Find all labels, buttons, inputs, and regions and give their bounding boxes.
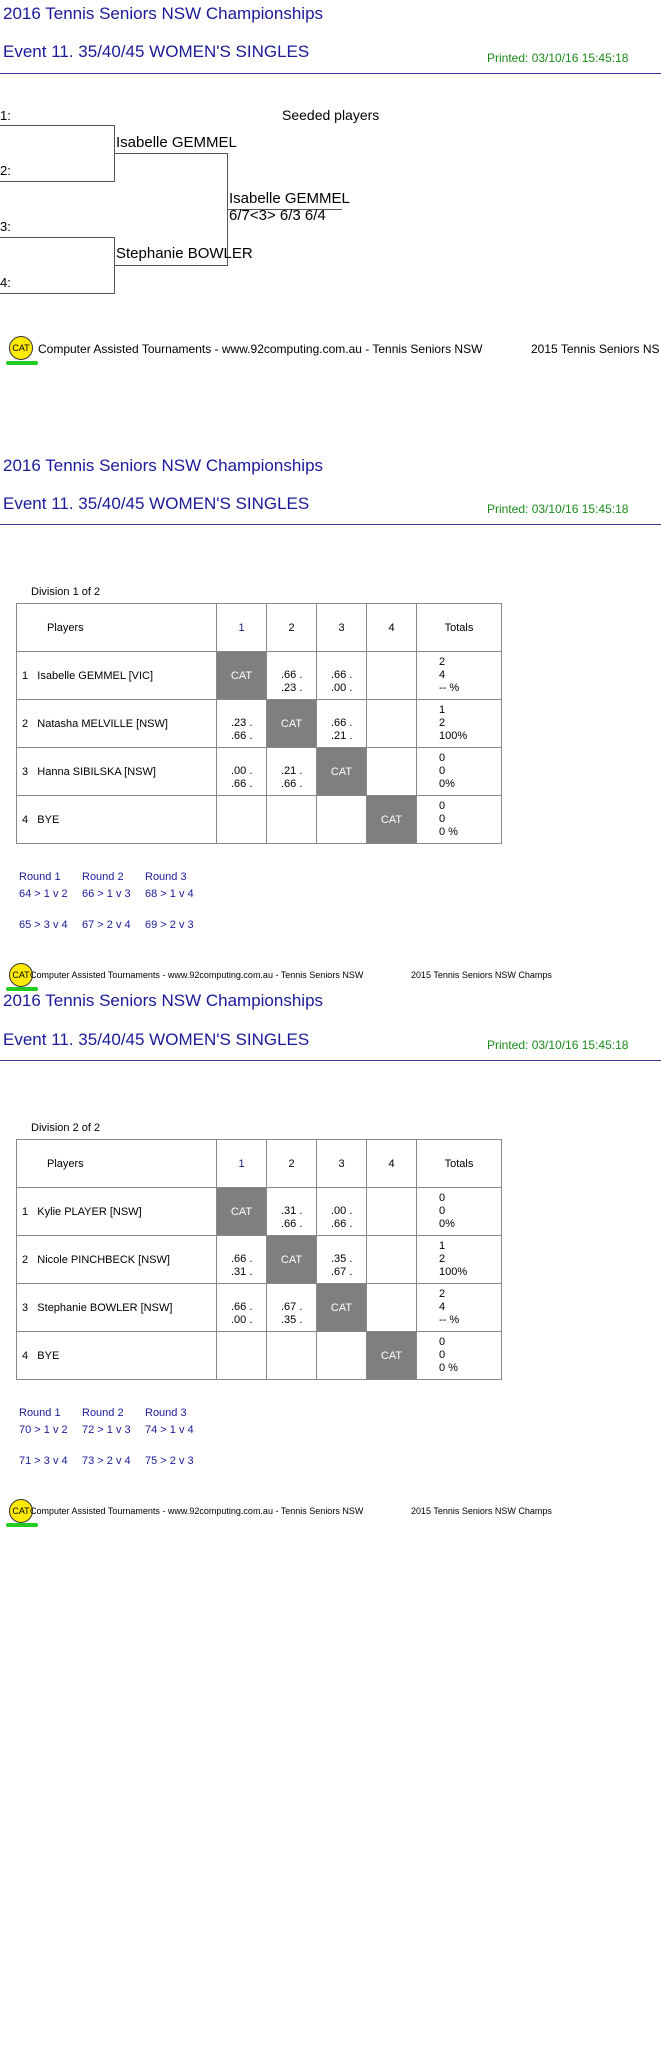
round-label: Round 3 [145, 1407, 187, 1419]
header-col-2: 2 [267, 1140, 317, 1188]
division-label: Division 2 of 2 [31, 1122, 101, 1134]
page-title: 2016 Tennis Seniors NSW Championships [3, 456, 324, 475]
score-cell [267, 1332, 317, 1380]
cat-cell: CAT [267, 1236, 317, 1284]
totals-cell: 0 0 0 % [417, 1332, 502, 1380]
cat-cell: CAT [317, 748, 367, 796]
player-name: Hanna SIBILSKA [NSW] [37, 765, 156, 778]
header-players: Players [17, 604, 217, 652]
printed-timestamp: Printed: 03/10/16 15:45:18 [487, 502, 629, 516]
table-header-row [17, 1140, 502, 1188]
player-cell: 1 Isabelle GEMMEL [VIC] [17, 652, 217, 700]
score-cell: .66 . .00 . [217, 1284, 267, 1332]
draw-slot-3: 3: [0, 219, 11, 234]
score-cell [367, 1284, 417, 1332]
final-winner: Isabelle GEMMEL [229, 190, 350, 207]
match-entry: 73 > 2 v 4 [82, 1455, 131, 1467]
page-title: 2016 Tennis Seniors NSW Championships [3, 4, 324, 23]
player-cell: 2 Nicole PINCHBECK [NSW] [17, 1236, 217, 1284]
table-row [17, 1332, 502, 1380]
totals-cell: 1 2 100% [417, 1236, 502, 1284]
round-label: Round 1 [19, 871, 61, 883]
header-divider [0, 73, 661, 74]
header-col-2: 2 [267, 604, 317, 652]
score-cell [367, 1188, 417, 1236]
cat-cell: CAT [217, 1188, 267, 1236]
player-name: Natasha MELVILLE [NSW] [37, 717, 168, 730]
totals-cell: 2 4 -- % [417, 1284, 502, 1332]
table-row [17, 796, 502, 844]
score-cell [367, 1236, 417, 1284]
match-entry: 66 > 1 v 3 [82, 888, 131, 900]
division-label: Division 1 of 2 [31, 586, 101, 598]
header-col-3: 3 [317, 604, 367, 652]
match-entry: 64 > 1 v 2 [19, 888, 68, 900]
score-cell [367, 652, 417, 700]
table-row [17, 1236, 502, 1284]
final-score: 6/7<3> 6/3 6/4 [229, 207, 326, 224]
match-entry: 70 > 1 v 2 [19, 1424, 68, 1436]
cat-logo: CAT [9, 963, 33, 987]
header-totals: Totals [417, 604, 502, 652]
round-label: Round 2 [82, 1407, 124, 1419]
header-divider [0, 1060, 661, 1061]
footer-right: 2015 Tennis Seniors NS [531, 342, 660, 356]
cat-cell: CAT [317, 1284, 367, 1332]
cat-cell: CAT [217, 652, 267, 700]
page-title: 2016 Tennis Seniors NSW Championships [3, 991, 324, 1010]
score-cell: .31 . .66 . [267, 1188, 317, 1236]
match-entry: 74 > 1 v 4 [145, 1424, 194, 1436]
score-cell: .66 . .31 . [217, 1236, 267, 1284]
score-cell: .66 . .21 . [317, 700, 367, 748]
table-row [17, 652, 502, 700]
header-col-4: 4 [367, 604, 417, 652]
cat-cell: CAT [267, 700, 317, 748]
event-title: Event 11. 35/40/45 WOMEN'S SINGLES [3, 1030, 310, 1049]
round-robin-table [16, 1139, 502, 1380]
score-cell [367, 700, 417, 748]
player-cell: 4 BYE [17, 796, 217, 844]
player-cell: 4 BYE [17, 1332, 217, 1380]
draw-slot-2: 2: [0, 163, 11, 178]
table-row [17, 748, 502, 796]
footer-text: Computer Assisted Tournaments - www.92computing.com.au - Tennis Seniors NSW [30, 970, 364, 980]
totals-cell: 0 0 0% [417, 748, 502, 796]
round-label: Round 2 [82, 871, 124, 883]
header-col-1: 1 [217, 1140, 267, 1188]
draw-slot-4: 4: [0, 275, 11, 290]
logo-underline [6, 361, 38, 365]
footer-text: Computer Assisted Tournaments - www.92computing.com.au - Tennis Seniors NSW [30, 1506, 364, 1516]
totals-cell: 2 4 -- % [417, 652, 502, 700]
totals-cell: 0 0 0% [417, 1188, 502, 1236]
footer-text: Computer Assisted Tournaments - www.92computing.com.au - Tennis Seniors NSW [38, 342, 483, 356]
footer-right: 2015 Tennis Seniors NSW Champs [411, 1506, 552, 1516]
score-cell: .66 . .00 . [317, 652, 367, 700]
score-cell: .66 . .23 . [267, 652, 317, 700]
player-cell: 3 Hanna SIBILSKA [NSW] [17, 748, 217, 796]
score-cell [367, 748, 417, 796]
totals-cell: 1 2 100% [417, 700, 502, 748]
score-cell [217, 796, 267, 844]
event-title: Event 11. 35/40/45 WOMEN'S SINGLES [3, 42, 310, 61]
player-name: Isabelle GEMMEL [VIC] [37, 669, 154, 682]
header-col-4: 4 [367, 1140, 417, 1188]
player-name: Nicole PINCHBECK [NSW] [37, 1253, 170, 1266]
player-cell: 2 Natasha MELVILLE [NSW] [17, 700, 217, 748]
player-name: Stephanie BOWLER [NSW] [37, 1301, 173, 1314]
header-players: Players [17, 1140, 217, 1188]
match-entry: 68 > 1 v 4 [145, 888, 194, 900]
player-cell: 3 Stephanie BOWLER [NSW] [17, 1284, 217, 1332]
round-label: Round 3 [145, 871, 187, 883]
score-cell: .21 . .66 . [267, 748, 317, 796]
event-title: Event 11. 35/40/45 WOMEN'S SINGLES [3, 494, 310, 513]
round-label: Round 1 [19, 1407, 61, 1419]
score-cell: .67 . .35 . [267, 1284, 317, 1332]
round-robin-table [16, 603, 502, 844]
semi1-winner: Isabelle GEMMEL [116, 134, 237, 151]
cat-logo: CAT [9, 336, 33, 360]
match-entry: 72 > 1 v 3 [82, 1424, 131, 1436]
cat-cell: CAT [367, 1332, 417, 1380]
table-row [17, 1188, 502, 1236]
match-entry: 71 > 3 v 4 [19, 1455, 68, 1467]
table-header-row [17, 604, 502, 652]
player-name: BYE [37, 813, 60, 826]
printed-timestamp: Printed: 03/10/16 15:45:18 [487, 51, 629, 65]
score-cell: .35 . .67 . [317, 1236, 367, 1284]
header-col-3: 3 [317, 1140, 367, 1188]
printed-timestamp: Printed: 03/10/16 15:45:18 [487, 1038, 629, 1052]
score-cell: .00 . .66 . [217, 748, 267, 796]
match-entry: 75 > 2 v 3 [145, 1455, 194, 1467]
player-name: BYE [37, 1349, 60, 1362]
score-cell [217, 1332, 267, 1380]
score-cell: .00 . .66 . [317, 1188, 367, 1236]
score-cell [267, 796, 317, 844]
score-cell: .23 . .66 . [217, 700, 267, 748]
table-row [17, 1284, 502, 1332]
header-divider [0, 524, 661, 525]
score-cell [317, 1332, 367, 1380]
match-entry: 65 > 3 v 4 [19, 919, 68, 931]
seeded-players-label: Seeded players [282, 107, 380, 123]
header-col-1: 1 [217, 604, 267, 652]
match-entry: 67 > 2 v 4 [82, 919, 131, 931]
cat-logo: CAT [9, 1499, 33, 1523]
score-cell [317, 796, 367, 844]
logo-underline [6, 1523, 38, 1527]
header-totals: Totals [417, 1140, 502, 1188]
footer-right: 2015 Tennis Seniors NSW Champs [411, 970, 552, 980]
table-row [17, 700, 502, 748]
draw-slot-1: 1: [0, 108, 11, 123]
totals-cell: 0 0 0 % [417, 796, 502, 844]
cat-cell: CAT [367, 796, 417, 844]
player-name: Kylie PLAYER [NSW] [37, 1205, 142, 1218]
match-entry: 69 > 2 v 3 [145, 919, 194, 931]
semi2-winner: Stephanie BOWLER [116, 245, 253, 262]
player-cell: 1 Kylie PLAYER [NSW] [17, 1188, 217, 1236]
